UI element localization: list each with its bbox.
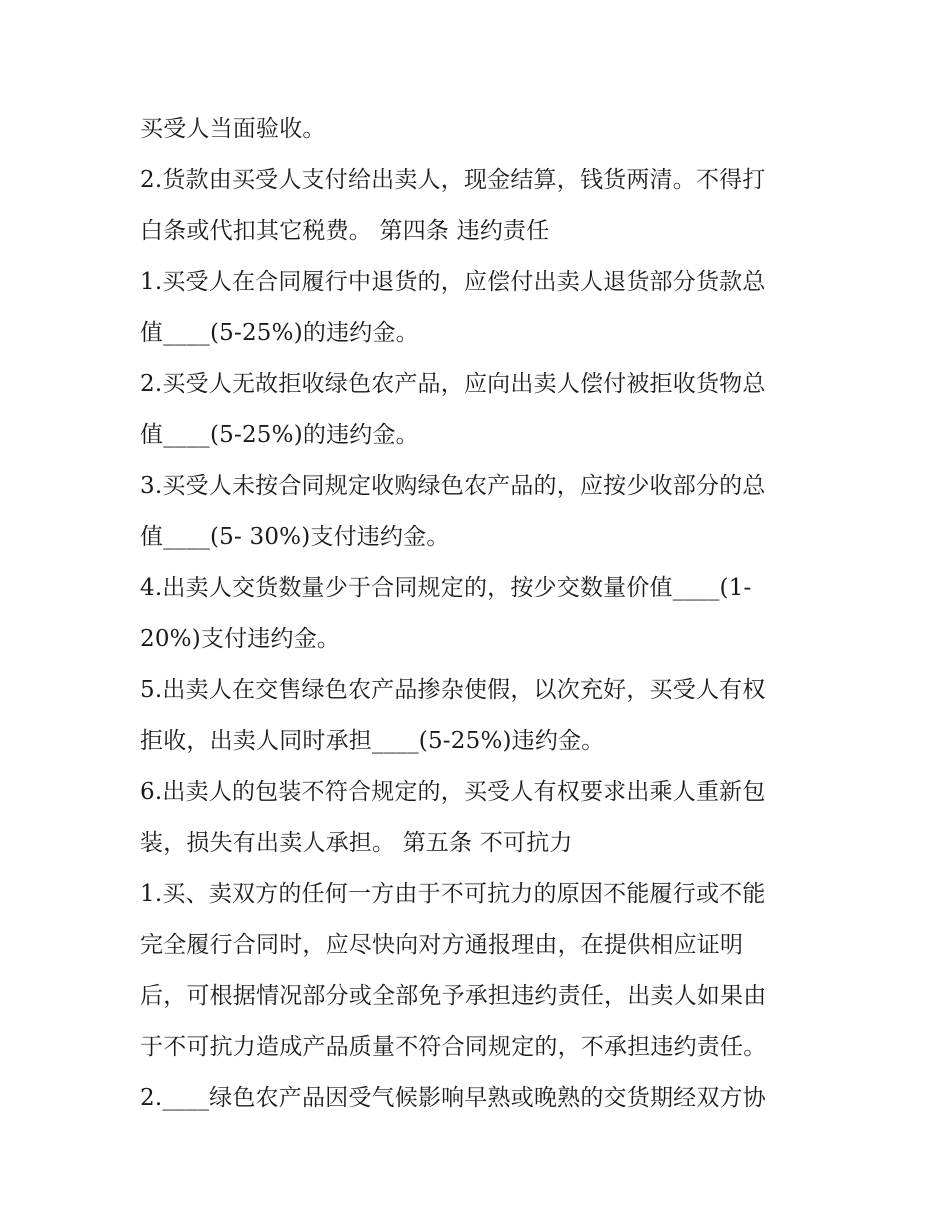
text-line: 于不可抗力造成产品质量不符合同规定的，不承担违约责任。 xyxy=(140,1034,767,1060)
text-line: 3.买受人未按合同规定收购绿色农产品的，应按少收部分的总 xyxy=(140,473,766,499)
text-line: 装，损失有出卖人承担。 第五条 不可抗力 xyxy=(140,830,573,856)
text-line: 6.出卖人的包装不符合规定的，买受人有权要求出乘人重新包 xyxy=(140,779,766,805)
text-line: 完全履行合同时，应尽快向对方通报理由，在提供相应证明 xyxy=(140,932,744,958)
text-line: 4.出卖人交货数量少于合同规定的，按少交数量价值____(1- xyxy=(140,575,752,601)
text-line: 2.货款由买受人支付给出卖人，现金结算，钱货两清。不得打 xyxy=(140,167,766,193)
text-line: 白条或代扣其它税费。 第四条 违约责任 xyxy=(140,218,550,244)
text-line: 2.买受人无故拒收绿色农产品，应向出卖人偿付被拒收货物总 xyxy=(140,371,766,397)
text-line: 值____(5-25%)的违约金。 xyxy=(140,422,419,448)
text-line: 1.买、卖双方的任何一方由于不可抗力的原因不能履行或不能 xyxy=(140,881,766,907)
text-line: 后，可根据情况部分或全部免予承担违约责任，出卖人如果由 xyxy=(140,983,767,1009)
text-line: 值____(5- 30%)支付违约金。 xyxy=(140,524,450,550)
text-line: 拒收，出卖人同时承担____(5-25%)违约金。 xyxy=(140,728,605,754)
text-line: 20%)支付违约金。 xyxy=(140,626,341,652)
text-line: 1.买受人在合同履行中退货的，应偿付出卖人退货部分货款总 xyxy=(140,269,766,295)
text-line: 买受人当面验收。 xyxy=(140,116,326,142)
text-line: 5.出卖人在交售绿色农产品掺杂使假，以次充好，买受人有权 xyxy=(140,677,766,703)
contract-body-text xyxy=(140,104,820,1124)
text-line: 2.____绿色农产品因受气候影响早熟或晚熟的交货期经双方协 xyxy=(140,1085,766,1111)
text-line: 值____(5-25%)的违约金。 xyxy=(140,320,419,346)
